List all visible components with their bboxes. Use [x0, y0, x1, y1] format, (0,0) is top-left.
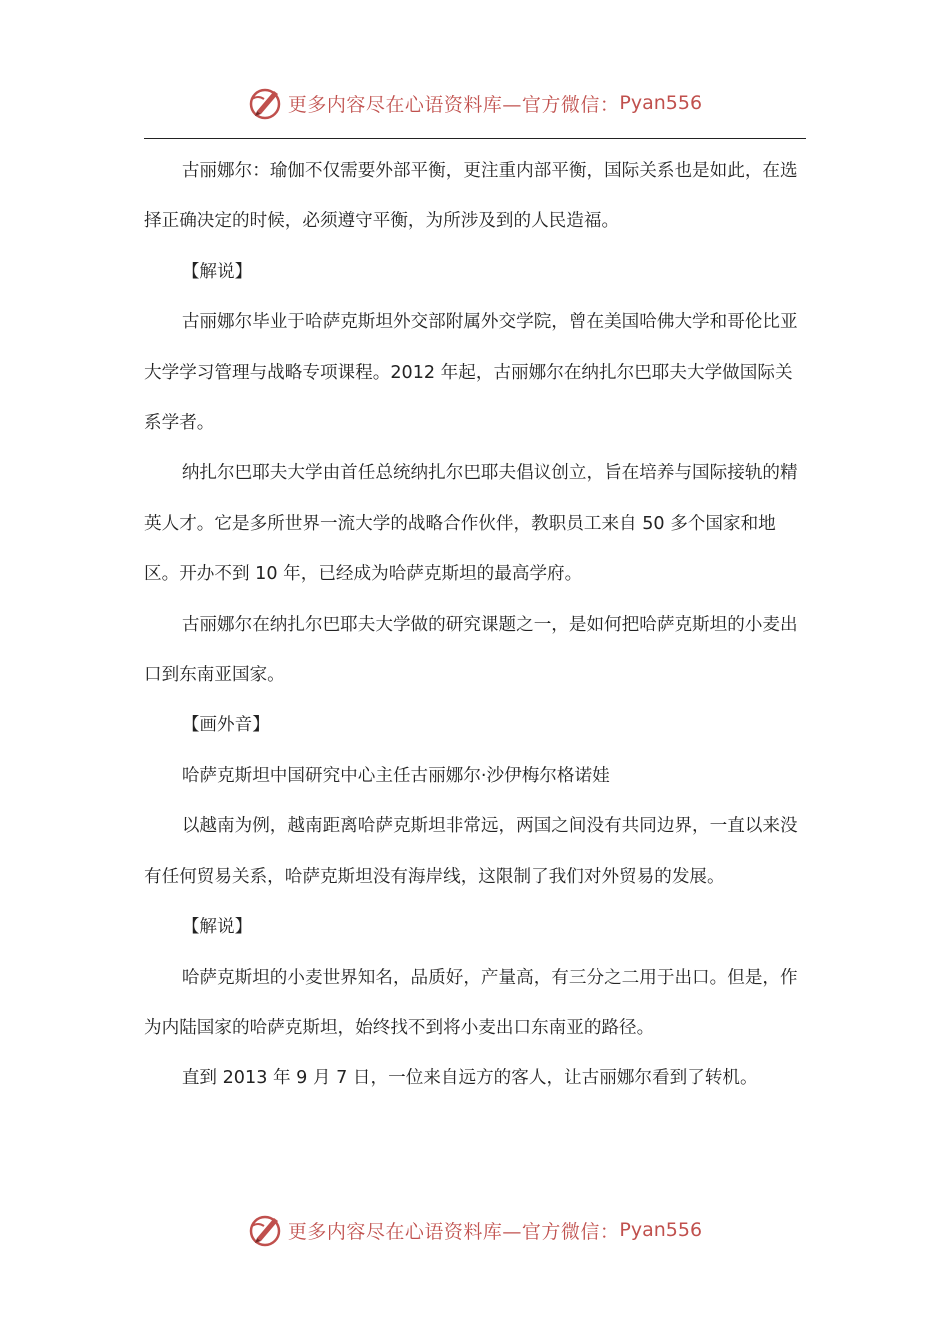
pen-logo-icon	[248, 1212, 284, 1248]
document-body	[144, 146, 808, 1104]
section-label: 【解说】	[181, 917, 253, 938]
paragraph: 哈萨克斯坦中国研究中心主任古丽娜尔·沙伊梅尔格诺娃	[181, 765, 610, 786]
section-label: 【画外音】	[181, 715, 270, 736]
banner-text: 更多内容尽在心语资料库—官方微信：	[287, 1220, 620, 1243]
paragraph: 古丽娜尔在纳扎尔巴耶夫大学做的研究课题之一，是如何把哈萨克斯坦的小麦出口到东南亚国家。	[144, 614, 798, 686]
banner-contact: Pyan556	[619, 1219, 703, 1241]
paragraph: 以越南为例，越南距离哈萨克斯坦非常远，两国之间没有共同边界，一直以来没有任何贸易关系，哈萨克斯坦没有海岸线，这限制了我们对外贸易的发展。	[144, 816, 798, 887]
pen-logo-icon	[248, 85, 284, 121]
header-rule	[144, 138, 806, 139]
header-banner	[0, 83, 950, 123]
paragraph: 直到 2013 年 9 月 7 日，一位来自远方的客人，让古丽娜尔看到了转机。	[181, 1068, 758, 1089]
banner-contact: Pyan556	[619, 92, 703, 114]
paragraph: 古丽娜尔毕业于哈萨克斯坦外交部附属外交学院，曾在美国哈佛大学和哥伦比亚大学学习管理与战略专项课程。2012 年起，古丽娜尔在纳扎尔巴耶夫大学做国际关系学者。	[144, 312, 798, 434]
section-label: 【解说】	[181, 261, 253, 282]
paragraph: 古丽娜尔：瑜伽不仅需要外部平衡，更注重内部平衡，国际关系也是如此，在选择正确决定的时候，必须遵守平衡，为所涉及到的人民造福。	[144, 161, 798, 232]
banner-text: 更多内容尽在心语资料库—官方微信：	[287, 93, 620, 116]
footer-banner	[0, 1210, 950, 1250]
paragraph: 纳扎尔巴耶夫大学由首任总统纳扎尔巴耶夫倡议创立，旨在培养与国际接轨的精英人才。它是多所世界一流大学的战略合作伙伴，教职员工来自 50 多个国家和地区。开办不到 10 年，已经成为哈萨克斯坦的最高学府。	[144, 463, 798, 585]
paragraph: 哈萨克斯坦的小麦世界知名，品质好，产量高，有三分之二用于出口。但是，作为内陆国家的哈萨克斯坦，始终找不到将小麦出口东南亚的路径。	[144, 967, 798, 1038]
